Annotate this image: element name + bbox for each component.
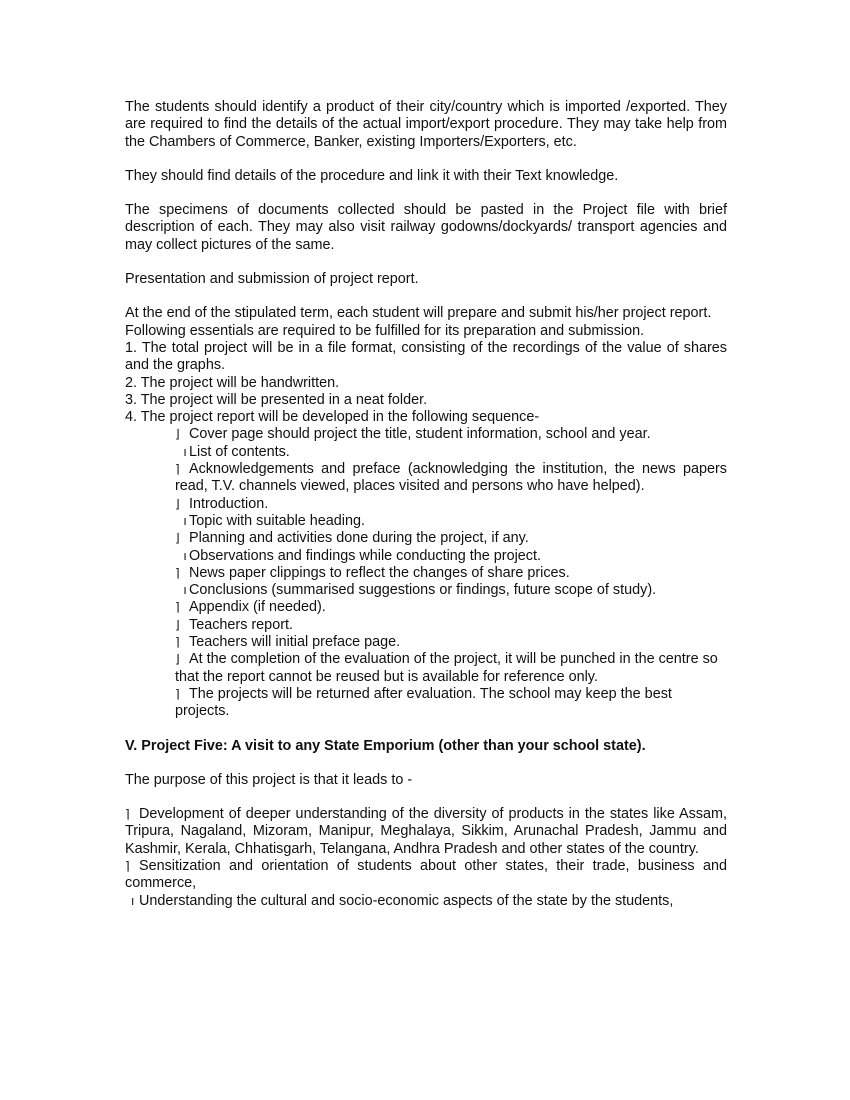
- document-page: [125, 99, 727, 910]
- bracket-marker-icon: ⌉: [175, 635, 180, 650]
- list-item: ⌉ Development of deeper understanding of the diversity of products in the states like Assam, Tripura, Nagaland, Mizoram, Manipur, Meghalaya, Sikkim, Arunachal Pradesh, Jammu and Kashmir, Kerala, Chhatisgarh, Telangana, Andhra Pradesh and other states of the country.: [125, 806, 727, 857]
- numbered-item-2: 2. The project will be handwritten.: [125, 374, 340, 391]
- list-item: ⌉ Appendix (if needed).: [175, 599, 326, 616]
- bracket-marker-icon: ⌉: [175, 686, 180, 701]
- project-five-purpose: The purpose of this project is that it leads to -: [125, 771, 413, 788]
- bracket-marker-icon: ⌉: [175, 462, 180, 477]
- intro-paragraph-3: The specimens of documents collected should be pasted in the Project file with brief description of each. They may also visit railway godowns/dockyards/ transport agencies and may collect pictures of the same.: [125, 202, 727, 253]
- list-item: ı Understanding the cultural and socio-economic aspects of the state by the students,: [131, 892, 674, 909]
- bracket-marker-icon: ⌋: [175, 427, 180, 442]
- list-item: ⌋ At the completion of the evaluation of the project, it will be punched in the centre so that the report cannot be reused but is available for reference only.: [175, 651, 718, 685]
- list-item: ı Conclusions (summarised suggestions or findings, future scope of study).: [175, 582, 727, 599]
- project-five-heading: V. Project Five: A visit to any State Emporium (other than your school state).: [125, 737, 646, 754]
- sequence-list: [125, 426, 727, 720]
- bracket-marker-icon: ⌋: [175, 617, 180, 632]
- bracket-marker-icon: ⌋: [175, 531, 180, 546]
- numbered-item-3: 3. The project will be presented in a neat folder.: [125, 391, 428, 408]
- bar-marker-icon: ı: [183, 583, 187, 598]
- list-item: ⌋ Cover page should project the title, student information, school and year.: [175, 426, 651, 443]
- list-item: ⌋ Planning and activities done during the project, if any.: [175, 530, 529, 547]
- bracket-marker-icon: ⌉: [125, 807, 130, 822]
- list-item: ı List of contents.: [175, 444, 727, 461]
- list-item: ⌉ Acknowledgements and preface (acknowledging the institution, the news papers read, T.V. channels viewed, places visited and persons who have helped).: [175, 461, 727, 495]
- bracket-marker-icon: ⌉: [175, 600, 180, 615]
- bar-marker-icon: ı: [183, 548, 187, 563]
- list-item: ı Topic with suitable heading.: [175, 513, 727, 530]
- presentation-heading: Presentation and submission of project report.: [125, 271, 419, 288]
- intro-paragraph-5: At the end of the stipulated term, each student will prepare and submit his/her project report.: [125, 305, 712, 322]
- bar-marker-icon: ı: [131, 893, 135, 908]
- numbered-item-4: 4. The project report will be developed in the following sequence-: [125, 409, 540, 426]
- bracket-marker-icon: ⌉: [125, 858, 130, 873]
- list-item: ı Observations and findings while conducting the project.: [175, 548, 727, 565]
- numbered-item-1: 1. The total project will be in a file format, consisting of the recordings of the value of shares and the graphs.: [125, 339, 727, 374]
- bracket-marker-icon: ⌉: [175, 565, 180, 580]
- bar-marker-icon: ı: [183, 444, 187, 459]
- bracket-marker-icon: ⌋: [175, 496, 180, 511]
- list-item: ⌉ Teachers will initial preface page.: [175, 634, 401, 651]
- list-item: ⌋ Teachers report.: [175, 616, 293, 633]
- list-item: ⌉ The projects will be returned after evaluation. The school may keep the best projects.: [175, 685, 672, 720]
- intro-paragraph-1: The students should identify a product of their city/country which is imported /exported. They are required to find the details of the actual import/export procedure. They may take help from the Chambers of Commerce, Banker, existing Importers/Exporters, etc.: [125, 99, 727, 150]
- list-item: ⌉ News paper clippings to reflect the changes of share prices.: [175, 564, 570, 581]
- list-item: ⌉ Sensitization and orientation of students about other states, their trade, business and commerce,: [125, 857, 727, 892]
- list-item: ⌋ Introduction.: [175, 495, 269, 512]
- project-five-points: [125, 806, 727, 910]
- bracket-marker-icon: ⌋: [175, 652, 180, 667]
- intro-paragraph-2: They should find details of the procedure and link it with their Text knowledge.: [125, 167, 619, 184]
- bar-marker-icon: ı: [183, 513, 187, 528]
- intro-paragraph-6: Following essentials are required to be fulfilled for its preparation and submission.: [125, 322, 645, 339]
